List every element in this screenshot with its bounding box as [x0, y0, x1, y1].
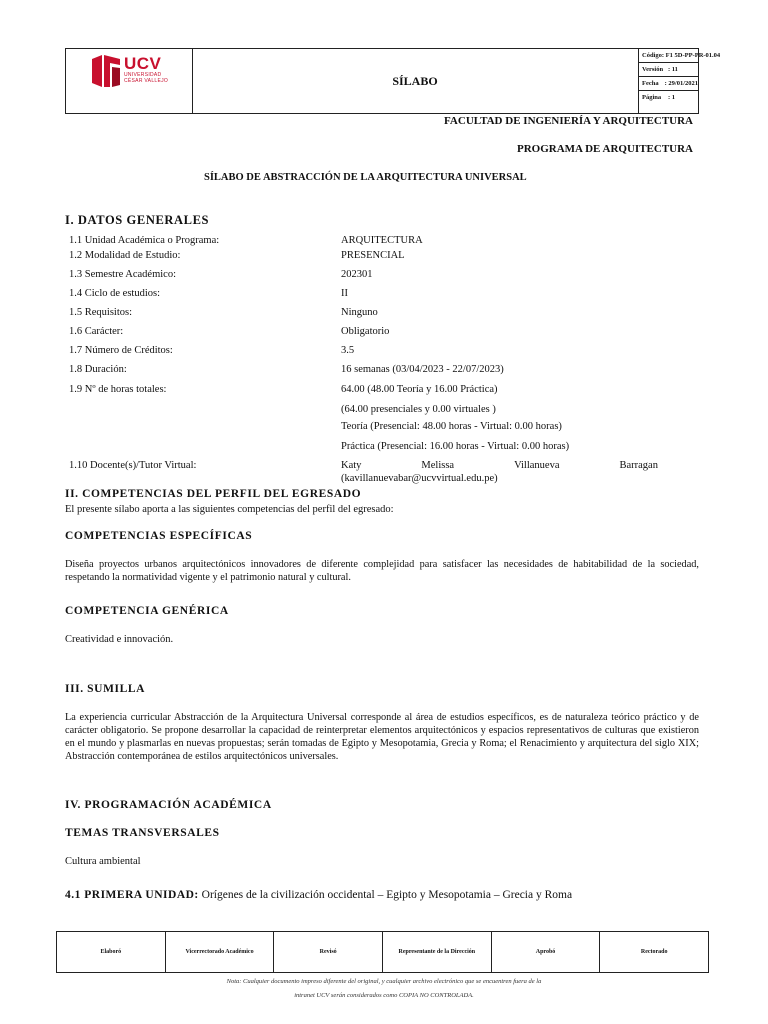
meta-value: : F1 5D-PP-PR-01.04 — [661, 52, 721, 59]
specific-heading: COMPETENCIAS ESPECÍFICAS — [65, 530, 253, 542]
meta-row — [638, 63, 698, 77]
approval-table — [56, 931, 709, 973]
row-label: 1.2 Modalidad de Estudio: — [69, 250, 181, 261]
meta-value: : 11 — [668, 66, 678, 73]
logo-brand: UCV — [124, 54, 162, 73]
logo-text — [124, 55, 168, 84]
docente-name-part: Villanueva — [514, 460, 560, 471]
section-1-heading: I. DATOS GENERALES — [65, 213, 210, 227]
meta-row — [638, 77, 698, 91]
approval-cell: Vicerrectorado Académico — [166, 932, 275, 972]
transversal-heading: TEMAS TRANSVERSALES — [65, 827, 220, 839]
row-value: Ninguno — [341, 307, 378, 318]
row-value: ARQUITECTURA — [341, 235, 423, 246]
faculty-title: FACULTAD DE INGENIERÍA Y ARQUITECTURA — [444, 115, 693, 127]
generic-heading: COMPETENCIA GENÉRICA — [65, 605, 229, 617]
header-title: SÍLABO — [192, 49, 639, 113]
header-meta — [638, 49, 721, 113]
section-2-heading: II. COMPETENCIAS DEL PERFIL DEL EGRESADO — [65, 488, 362, 500]
transversal-text: Cultura ambiental — [65, 856, 141, 867]
row-value: 64.00 (48.00 Teoría y 16.00 Práctica) — [341, 384, 498, 395]
meta-row — [638, 49, 721, 63]
docente-email: (kavillanuevabar@ucvvirtual.edu.pe) — [341, 473, 498, 484]
row-value: II — [341, 288, 348, 299]
row-label: 1.6 Carácter: — [69, 326, 124, 337]
row-label: 1.1 Unidad Académica o Programa: — [69, 235, 220, 246]
section-4-heading: IV. PROGRAMACIÓN ACADÉMICA — [65, 799, 272, 811]
course-title: SÍLABO DE ABSTRACCIÓN DE LA ARQUITECTURA UNIVERSAL — [204, 172, 527, 183]
unit-text: Orígenes de la civilización occidental – Egipto y Mesopotamia – Grecia y Roma — [198, 889, 573, 901]
docente-name-part: Melissa — [421, 460, 455, 471]
row-value: Obligatorio — [341, 326, 390, 337]
meta-key: Versión — [642, 66, 664, 73]
docente-name-part: Barragan — [619, 460, 658, 471]
docente-name — [341, 459, 658, 472]
meta-key: Página — [642, 94, 662, 101]
meta-key: Código — [642, 52, 662, 59]
docente-label: 1.10 Docente(s)/Tutor Virtual: — [69, 460, 197, 471]
section-2-intro: El presente sílabo aporta a las siguientes competencias del perfil del egresado: — [65, 504, 394, 515]
specific-text: Diseña proyectos urbanos arquitectónicos innovadores de diferente complejidad para satisfacer las necesidades de habitabilidad de la sociedad, respetando la normatividad vigente y el patrimonio natural y cultural. — [65, 559, 699, 583]
row-label: 1.4 Ciclo de estudios: — [69, 288, 160, 299]
approval-cell: Revisó — [274, 932, 383, 972]
logo-sub-1: UNIVERSIDAD — [124, 72, 162, 78]
row-value: PRESENCIAL — [341, 250, 405, 261]
docente-name-part: Katy — [341, 460, 362, 471]
approval-cell: Rectorado — [640, 948, 668, 955]
logo-sub-2: CÉSAR VALLEJO — [124, 78, 169, 84]
sumilla-text: La experiencia curricular Abstracción de la Arquitectura Universal corresponde al área de estudios específicos, es de naturaleza teórico práctico y de carácter obligatorio. Se propone desarrollar la capacidad de reinterpretar elementos arquitectónicos y espacios representativos de culturas que existieron en el mundo y plasmarlas en nuevas propuestas; serán tomadas de Egipto y Mesopotamia, Grecia y Roma; el Renacimiento y arquitectura del siglo XIX; Abstracción contemporánea de estilos arquitectónicos universales. — [65, 712, 699, 762]
meta-value: : 1 — [668, 94, 676, 101]
unit-line — [65, 889, 572, 902]
generic-text: Creatividad e innovación. — [65, 634, 174, 645]
meta-key: Fecha — [642, 80, 659, 87]
hours-extra: Teoría (Presencial: 48.00 horas - Virtual: 0.00 horas) — [341, 421, 562, 432]
row-value: 16 semanas (03/04/2023 - 22/07/2023) — [341, 364, 504, 375]
program-title: PROGRAMA DE ARQUITECTURA — [516, 143, 693, 155]
meta-row — [638, 91, 698, 104]
footer-note-2: intranet UCV serán considerados como COPIA NO CONTROLADA. — [294, 992, 474, 999]
row-value: 3.5 — [341, 345, 355, 356]
ucv-logo-icon — [92, 55, 122, 87]
row-label: 1.8 Duración: — [69, 364, 127, 375]
row-label: 1.3 Semestre Académico: — [69, 269, 177, 280]
unit-label: 4.1 PRIMERA UNIDAD: — [65, 889, 199, 901]
section-3-heading: III. SUMILLA — [65, 683, 146, 695]
hours-extra: (64.00 presenciales y 0.00 virtuales ) — [341, 404, 496, 415]
approval-cell: Elaboró — [57, 932, 166, 972]
row-label: 1.9 Nº de horas totales: — [69, 384, 167, 395]
meta-value: : 29/01/2021 — [664, 80, 698, 87]
row-label: 1.7 Número de Créditos: — [69, 345, 173, 356]
approval-cell: Representante de la Dirección — [383, 932, 492, 972]
row-label: 1.5 Requisitos: — [69, 307, 133, 318]
footer-note-1: Nota: Cualquier documento impreso diferente del original, y cualquier archivo electrónico que se encuentren fuera de la — [226, 978, 542, 985]
hours-extra: Práctica (Presencial: 16.00 horas - Virtual: 0.00 horas) — [341, 441, 570, 452]
logo-cell — [66, 49, 193, 113]
approval-cell: Aprobó — [492, 932, 601, 972]
row-value: 202301 — [341, 269, 373, 280]
document-header — [65, 48, 721, 114]
